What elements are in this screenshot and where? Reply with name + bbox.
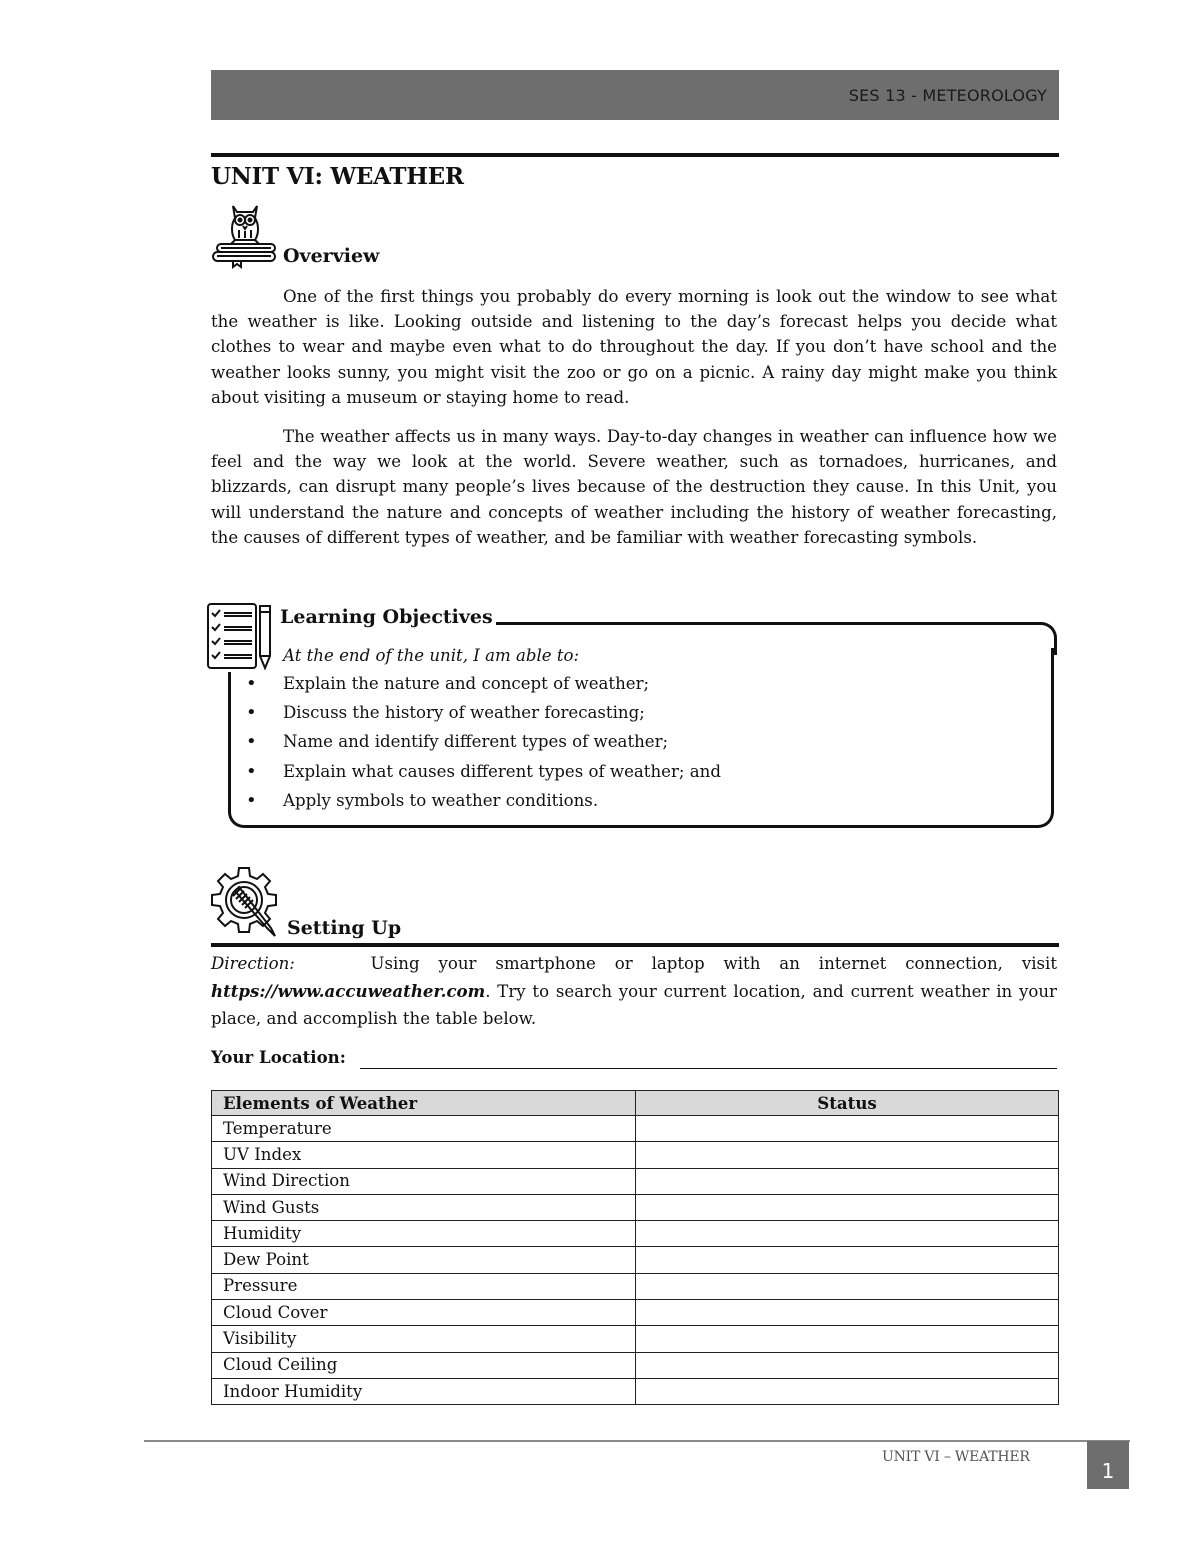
owl-on-books-icon [211, 200, 281, 270]
table-row [212, 1352, 1059, 1378]
element-cell: Cloud Cover [212, 1300, 636, 1326]
footer-rule [144, 1440, 1130, 1442]
direction-post: . Try to search your current location, and current weather in your place, and accomplish the table below. [211, 981, 1057, 1028]
status-cell[interactable] [636, 1247, 1059, 1273]
element-cell: Dew Point [212, 1247, 636, 1273]
table-row [212, 1168, 1059, 1194]
table-row [212, 1221, 1059, 1247]
column-header-status: Status [636, 1091, 1059, 1116]
element-cell: Humidity [212, 1221, 636, 1247]
status-cell[interactable] [636, 1116, 1059, 1142]
objectives-list [244, 670, 721, 816]
page-number: 1 [1101, 1459, 1115, 1483]
objectives-box-left-border [228, 672, 231, 808]
element-cell: Wind Direction [212, 1168, 636, 1194]
checklist-pencil-icon [206, 602, 276, 670]
direction-pre: Using your smartphone or laptop with an internet connection, visit [370, 954, 1057, 973]
page-number-box [1087, 1441, 1129, 1489]
objectives-box-top-border [496, 622, 1041, 625]
status-cell[interactable] [636, 1326, 1059, 1352]
table-header-row [212, 1091, 1059, 1116]
element-cell: Wind Gusts [212, 1194, 636, 1220]
location-input-line[interactable] [360, 1068, 1057, 1069]
overview-paragraph-2: The weather affects us in many ways. Day-to-day changes in weather can influence how we feel and the way we look at the world. Severe weather, such as tornadoes, hurricanes, and blizzards, can disrupt many people’s lives because of the destruction they cause. In this Unit, you will understand the nature and concepts of weather including the history of weather forecasting, the causes of different types of weather, and be familiar with weather forecasting symbols. [211, 427, 1057, 547]
setting-up-heading: Setting Up [287, 917, 402, 939]
element-cell: Cloud Ceiling [212, 1352, 636, 1378]
list-item: • Explain what causes different types of weather; and [244, 758, 721, 787]
table-row [212, 1194, 1059, 1220]
table-row [212, 1247, 1059, 1273]
column-header-elements: Elements of Weather [212, 1091, 636, 1116]
list-item: • Explain the nature and concept of weather; [244, 670, 721, 699]
overview-paragraph-1: One of the first things you probably do every morning is look out the window to see what the weather is like. Looking outside and listening to the day’s forecast helps you decide what clothes to wear and maybe even what to do throughout the day. If you don’t have school and the weather looks sunny, you might visit the zoo or go on a picnic. A rainy day might make you think about visiting a museum or staying home to read. [211, 287, 1057, 407]
element-cell: Temperature [212, 1116, 636, 1142]
header-bar [211, 70, 1059, 120]
status-cell[interactable] [636, 1352, 1059, 1378]
course-title: SES 13 - METEOROLOGY [848, 86, 1047, 105]
element-cell: Visibility [212, 1326, 636, 1352]
list-item: • Name and identify different types of weather; [244, 728, 721, 757]
objectives-box-right-border [1051, 648, 1054, 808]
status-cell[interactable] [636, 1273, 1059, 1299]
status-cell[interactable] [636, 1300, 1059, 1326]
list-item: • Discuss the history of weather forecasting; [244, 699, 721, 728]
table-row [212, 1300, 1059, 1326]
table-row [212, 1142, 1059, 1168]
overview-heading: Overview [283, 245, 380, 267]
direction-label: Direction: [211, 954, 295, 973]
status-cell[interactable] [636, 1194, 1059, 1220]
accuweather-link[interactable]: https://www.accuweather.com [211, 980, 486, 1001]
list-item: • Apply symbols to weather conditions. [244, 787, 721, 816]
table-row [212, 1326, 1059, 1352]
weather-elements-table [211, 1090, 1059, 1405]
element-cell: Pressure [212, 1273, 636, 1299]
unit-title: UNIT VI: WEATHER [211, 163, 464, 190]
status-cell[interactable] [636, 1168, 1059, 1194]
setting-up-rule [211, 943, 1059, 947]
gear-pencil-icon [209, 866, 285, 940]
element-cell: UV Index [212, 1142, 636, 1168]
direction-text [211, 950, 1057, 1033]
footer-unit-label: UNIT VI – WEATHER [882, 1449, 1030, 1465]
table-row [212, 1116, 1059, 1142]
table-row [212, 1378, 1059, 1404]
status-cell[interactable] [636, 1378, 1059, 1404]
location-label: Your Location: [211, 1047, 346, 1067]
status-cell[interactable] [636, 1142, 1059, 1168]
objectives-heading: Learning Objectives [280, 606, 493, 628]
title-top-rule [211, 153, 1059, 157]
table-row [212, 1273, 1059, 1299]
objectives-intro: At the end of the unit, I am able to: [283, 646, 580, 665]
status-cell[interactable] [636, 1221, 1059, 1247]
element-cell: Indoor Humidity [212, 1378, 636, 1404]
